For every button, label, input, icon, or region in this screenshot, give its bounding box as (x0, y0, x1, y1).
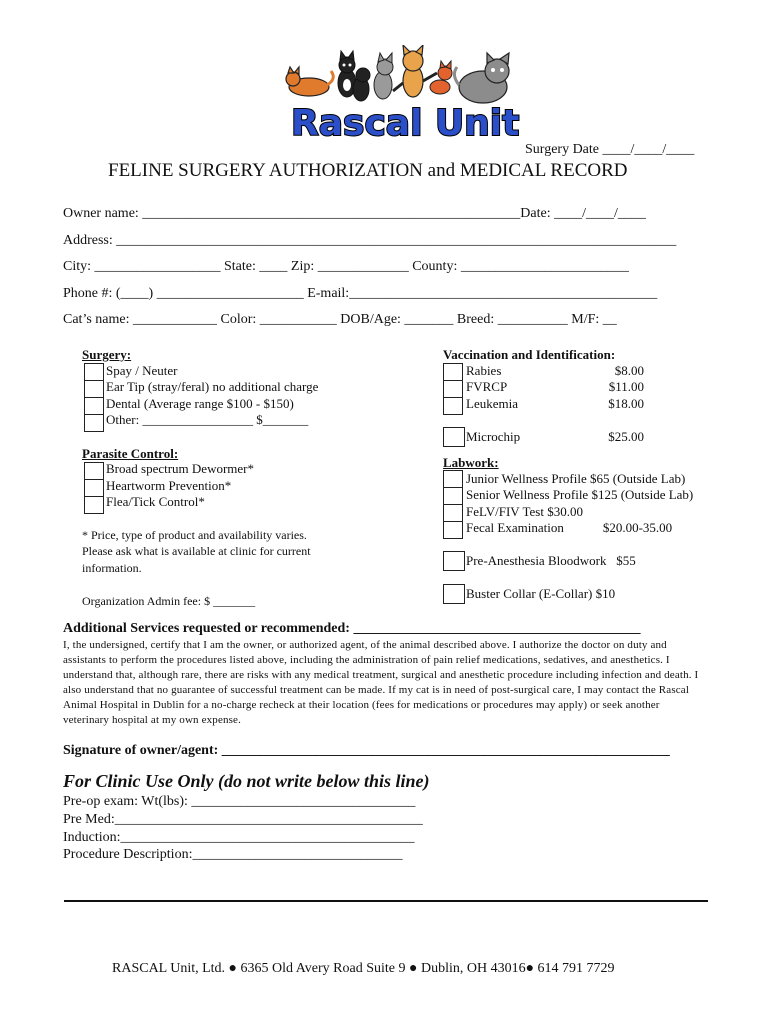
city-state-zip-field[interactable]: City: __________________ State: ____ Zip: _____________ County: ________________________ (63, 259, 629, 274)
note-line-1: * Price, type of product and availability varies. (82, 528, 307, 542)
checkbox-senior-wellness[interactable] (443, 487, 463, 505)
checkbox-bloodwork[interactable] (443, 551, 465, 571)
footer-address: RASCAL Unit, Ltd. ● 6365 Old Avery Road Suite 9 ● Dublin, OH 43016● 614 791 7729 (112, 961, 615, 976)
surgery-date: Surgery Date ____/____/____ (525, 142, 695, 157)
checkbox-junior-wellness[interactable] (443, 470, 463, 488)
clinic-preop-field[interactable]: Pre-op exam: Wt(lbs): ________________________________ (63, 794, 416, 809)
logo (285, 45, 520, 145)
clinic-use-heading: For Clinic Use Only (do not write below this line) (63, 771, 430, 791)
checkbox-fvrcp[interactable] (443, 380, 463, 398)
option-heartworm: Heartworm Prevention* (106, 478, 232, 493)
clinic-procedure-field[interactable]: Procedure Description:______________________________ (63, 847, 403, 862)
authorization-text: I, the undersigned, certify that I am the owner, or authorized agent, of the animal described above. I authorize the doctor on duty and assistants to perform the procedures listed above, including the administration of pain relief medications, sedatives, and anesthetics. I understand that, although rare, there are risks with any medical treatment, surgical and anesthetic procedure including infection and death. I also understand that no guarantee of successful treatment can be made. If my cat is in need of post-surgical care, I may contact the Rascal Animal Hospital in Dublin for a no-charge recheck at their location (fees for medications or procedures may apply) or seek another veterinary hospital at my own expense. (63, 639, 699, 726)
checkbox-other[interactable] (84, 414, 104, 432)
checkbox-dental[interactable] (84, 397, 104, 415)
price-leukemia: $18.00 (608, 396, 644, 411)
option-microchip: Microchip (466, 429, 521, 444)
signature-field[interactable]: Signature of owner/agent: ________________________________________________________________ (63, 743, 670, 758)
checkbox-felv-fiv[interactable] (443, 504, 463, 522)
price-rabies: $8.00 (614, 363, 644, 378)
option-senior-wellness: Senior Wellness Profile $125 (Outside Lab) (466, 487, 694, 502)
cat-info-field[interactable]: Cat’s name: ____________ Color: ___________ DOB/Age: _______ Breed: __________ M/F: __ (63, 312, 617, 327)
checkbox-leukemia[interactable] (443, 397, 463, 415)
owner-name-field[interactable]: Owner name: ______________________________________________________Date: ____/____/____ (63, 206, 646, 221)
option-rabies: Rabies (466, 363, 502, 378)
additional-services-field[interactable]: Additional Services requested or recommended: _________________________________________ (63, 621, 641, 636)
option-flea-tick: Flea/Tick Control* (106, 494, 205, 509)
checkbox-ear-tip[interactable] (84, 380, 104, 398)
price-fvrcp: $11.00 (608, 379, 644, 394)
option-other: Other: _________________ $_______ (106, 412, 309, 427)
divider-line (64, 900, 708, 902)
address-field[interactable]: Address: ________________________________________________________________________________ (63, 233, 677, 248)
option-felv-fiv: FeLV/FIV Test $30.00 (466, 504, 583, 519)
cats-illustration (285, 45, 520, 107)
note-line-3: information. (82, 561, 142, 575)
option-ear-tip: Ear Tip (stray/feral) no additional charge (106, 379, 319, 394)
checkbox-flea-tick[interactable] (84, 496, 104, 514)
checkbox-microchip[interactable] (443, 427, 465, 447)
parasite-heading: Parasite Control: (82, 446, 179, 461)
form-title: FELINE SURGERY AUTHORIZATION and MEDICAL RECORD (108, 160, 628, 181)
price-microchip: $25.00 (608, 429, 644, 444)
phone-email-field[interactable]: Phone #: (____) _____________________ E-mail:____________________________________________ (63, 286, 658, 301)
surgery-heading: Surgery: (82, 347, 132, 362)
option-buster-collar: Buster Collar (E-Collar) $10 (466, 586, 616, 601)
note-line-2: Please ask what is available at clinic for current (82, 544, 311, 558)
logo-wordmark: Rascal Unit (291, 103, 520, 144)
admin-fee-field[interactable]: Organization Admin fee: $ _______ (82, 594, 256, 608)
checkbox-buster-collar[interactable] (443, 584, 465, 604)
option-dental: Dental (Average range $100 - $150) (106, 396, 294, 411)
option-bloodwork: Pre-Anesthesia Bloodwork $55 (466, 553, 636, 568)
option-spay-neuter: Spay / Neuter (106, 363, 178, 378)
clinic-premed-field[interactable]: Pre Med:____________________________________________ (63, 812, 423, 827)
checkbox-spay-neuter[interactable] (84, 363, 104, 381)
option-junior-wellness: Junior Wellness Profile $65 (Outside Lab) (466, 471, 686, 486)
labwork-heading: Labwork: (443, 455, 499, 470)
checkbox-dewormer[interactable] (84, 462, 104, 480)
checkbox-rabies[interactable] (443, 363, 463, 381)
option-leukemia: Leukemia (466, 396, 518, 411)
checkbox-fecal[interactable] (443, 521, 463, 539)
clinic-induction-field[interactable]: Induction:__________________________________________ (63, 830, 415, 845)
option-fvrcp: FVRCP (466, 379, 508, 394)
checkbox-heartworm[interactable] (84, 479, 104, 497)
option-dewormer: Broad spectrum Dewormer* (106, 461, 255, 476)
option-fecal: Fecal Examination $20.00-35.00 (466, 520, 673, 535)
vaccination-heading: Vaccination and Identification: (443, 347, 616, 362)
